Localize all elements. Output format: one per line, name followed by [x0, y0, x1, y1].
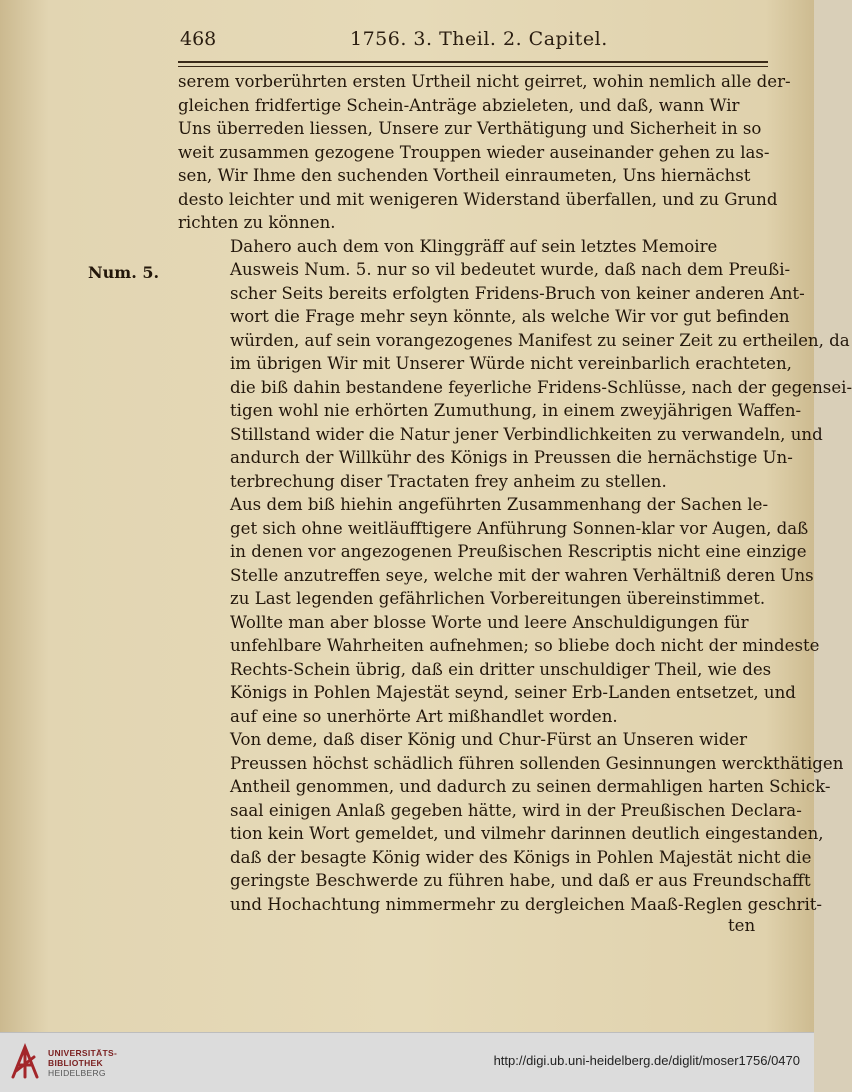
paragraph [178, 235, 852, 494]
text-line: im übrigen Wir mit Unserer Würde nicht vereinbarlich erachteten, [230, 354, 792, 373]
text-line: in denen vor angezogenen Preußischen Rescriptis nicht eine einzige [230, 542, 807, 561]
body-text [178, 70, 852, 916]
library-name [48, 1048, 117, 1078]
paragraph [178, 611, 820, 729]
text-line: andurch der Willkühr des Königs in Preussen die hernächstige Un- [230, 448, 793, 467]
text-line: gleichen fridfertige Schein-Anträge abzieleten, und daß, wann Wir [178, 95, 740, 115]
university-seal-icon [10, 1043, 40, 1081]
text-line: terbrechung diser Tractaten frey anheim zu stellen. [230, 471, 667, 491]
text-line: Stelle anzutreffen seye, welche mit der wahren Verhältniß deren Uns [230, 565, 814, 585]
text-line: geringste Beschwerde zu führen habe, und daß er aus Freundschafft [230, 871, 811, 890]
text-line: unfehlbare Wahrheiten aufnehmen; so bliebe doch nicht der mindeste [230, 636, 820, 655]
margin-note: Num. 5. [88, 263, 160, 282]
text-line: Ausweis Num. 5. nur so vil bedeutet wurde, daß nach dem Preußi- [230, 260, 791, 279]
text-line: Königs in Pohlen Majestät seynd, seiner Erb-Landen entsetzet, und [230, 683, 796, 702]
text-line: weit zusammen gezogene Trouppen wieder auseinander gehen zu las- [178, 142, 770, 162]
text-line: Wollte man aber blosse Worte und leere Anschuldigungen für [230, 612, 749, 632]
text-line: saal einigen Anlaß gegeben hätte, wird in der Preußischen Declara- [230, 800, 802, 820]
viewer-footer [0, 1032, 814, 1092]
text-line: Stillstand wider die Natur jener Verbindlichkeiten zu verwandeln, und [230, 424, 823, 444]
text-line: scher Seits bereits erfolgten Fridens-Bruch von keiner anderen Ant- [230, 283, 805, 303]
catchword: ten [728, 916, 756, 935]
text-line: get sich ohne weitläufftigere Anführung Sonnen-klar vor Augen, daß [230, 518, 809, 538]
running-head [180, 28, 754, 58]
text-line: die biß dahin bestandene feyerliche Fridens-Schlüsse, nach der gegensei- [230, 377, 852, 397]
text-line: Preussen höchst schädlich führen sollenden Gesinnungen werckthätigen [230, 753, 844, 773]
text-line: tion kein Wort gemeldet, und vilmehr darinnen deutlich eingestanden, [230, 824, 824, 843]
document-url-link[interactable]: http://digi.ub.uni-heidelberg.de/diglit/moser1756/0470 [493, 1053, 800, 1068]
paragraph [178, 728, 844, 916]
paragraph [178, 493, 814, 611]
text-line: zu Last legenden gefährlichen Vorbereitungen übereinstimmet. [230, 589, 766, 608]
text-line: daß der besagte König wider des Königs in Pohlen Majestät nicht die [230, 847, 812, 867]
page-number: 468 [180, 28, 217, 50]
text-line: sen, Wir Ihme den suchenden Vortheil einraumeten, Uns hiernächst [178, 166, 751, 185]
text-line: desto leichter und mit wenigeren Widerstand überfallen, und zu Grund [178, 189, 778, 209]
text-line: auf eine so unerhörte Art mißhandlet worden. [230, 706, 618, 726]
text-line: Uns überreden liessen, Unsere zur Verthätigung und Sicherheit in so [178, 119, 762, 138]
text-line: Antheil genommen, und dadurch zu seinen dermahligen harten Schick- [230, 777, 831, 796]
header-rule [178, 61, 768, 67]
text-line: Dahero auch dem von Klinggräff auf sein letztes Memoire [230, 236, 718, 256]
library-name-line2: BIBLIOTHEK [48, 1058, 103, 1068]
library-name-line3: HEIDELBERG [48, 1068, 106, 1078]
text-line: Von deme, daß diser König und Chur-Fürst an Unseren wider [230, 730, 748, 749]
library-name-line1: UNIVERSITÄTS- [48, 1048, 118, 1058]
text-line: würden, auf sein vorangezogenes Manifest zu seiner Zeit zu ertheilen, da [230, 330, 850, 350]
text-line: richten zu können. [178, 213, 336, 232]
text-line: und Hochachtung nimmermehr zu dergleichen Maaß-Reglen geschrit- [230, 894, 823, 914]
paragraph [178, 70, 791, 235]
text-line: wort die Frage mehr seyn könnte, als welche Wir vor gut befinden [230, 307, 790, 326]
text-line: Aus dem biß hiehin angeführten Zusammenhang der Sachen le- [230, 495, 769, 514]
text-line: Rechts-Schein übrig, daß ein dritter unschuldiger Theil, wie des [230, 659, 772, 679]
text-line: serem vorberührten ersten Urtheil nicht geirret, wohin nemlich alle der- [178, 72, 791, 91]
text-line: tigen wohl nie erhörten Zumuthung, in einem zweyjährigen Waffen- [230, 401, 802, 420]
running-title: 1756. 3. Theil. 2. Capitel. [350, 28, 608, 50]
